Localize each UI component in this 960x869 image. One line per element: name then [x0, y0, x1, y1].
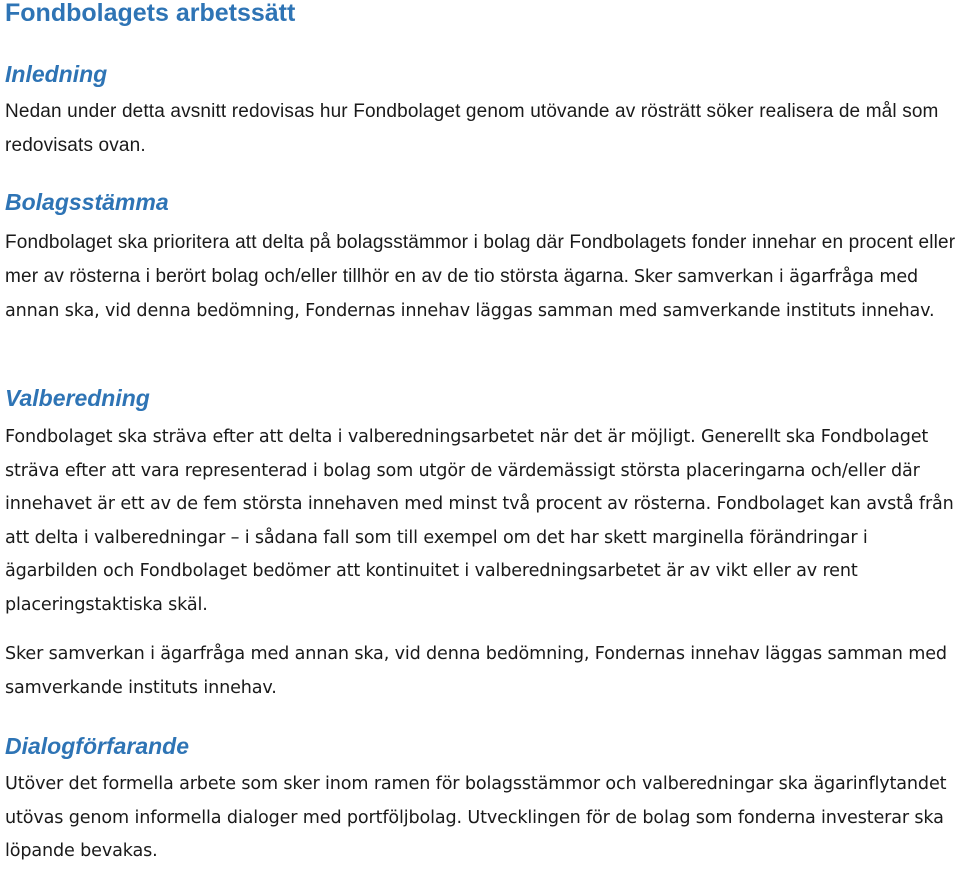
section-paragraph-bolagsstamma	[5, 226, 960, 329]
document-title: Fondbolagets arbetssätt	[5, 0, 296, 27]
section-paragraph-valberedning-1: Fondbolaget ska sträva efter att delta i valberedningsarbetet när det är möjligt. Generellt ska Fondbolaget sträva efter att vara representerad i bolag som utgör de värdemässigt största placeringarna och/eller där innehavet är ett av de fem största innehaven med minst två procent av rösterna. Fondbolaget kan avstå från att delta i valberedningar – i sådana fall som till exempel om det har skett marginella förändringar i ägarbilden och Fondbolaget bedömer att kontinuitet i valberedningsarbetet är av vikt eller av rent placeringstaktiska skäl.	[5, 427, 954, 615]
section-paragraph-inledning: Nedan under detta avsnitt redovisas hur Fondbolaget genom utövande av rösträtt söker realisera de mål som redovisats ovan.	[5, 101, 939, 156]
section-heading-inledning: Inledning	[5, 61, 108, 87]
section-heading-bolagsstamma: Bolagsstämma	[5, 189, 169, 215]
section-heading-valberedning: Valberedning	[5, 385, 150, 411]
bolagsstamma-text-part1: Fondbolaget ska prioritera att delta på bolagsstämmor i bolag där Fondbolagets fonder innehar en procent eller mer av rösterna i berört bolag och/eller tillhör en av de tio största ägarna.	[5, 232, 956, 287]
bolagsstamma-text-part2: Sker samverkan i ägarfråga med annan ska, vid denna bedömning, Fondernas innehav läggas samman med samverkande instituts innehav.	[5, 266, 935, 321]
section-paragraph-valberedning-2: Sker samverkan i ägarfråga med annan ska, vid denna bedömning, Fondernas innehav läggas samman med samverkande instituts innehav.	[5, 644, 947, 698]
section-paragraph-dialogforfarande: Utöver det formella arbete som sker inom ramen för bolagsstämmor och valberedningar ska ägarinflytandet utövas genom informella dialoger med portföljbolag. Utvecklingen för de bolag som fonderna investerar ska löpande bevakas.	[5, 774, 947, 861]
section-heading-dialogforfarande: Dialogförfarande	[5, 733, 190, 759]
